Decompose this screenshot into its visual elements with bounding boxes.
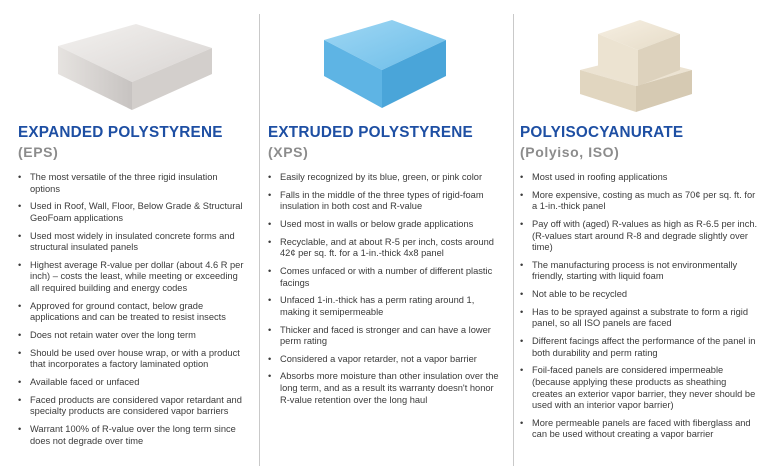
list-item: • Faced products are considered vapor retardant and specialty products are considered vapor barriers [18,395,248,418]
list-item: • The manufacturing process is not environmentally friendly, starting with liquid foam [520,260,758,283]
xps-title: EXTRUDED POLYSTYRENE [268,124,473,141]
list-item: • Foil-faced panels are considered impermeable (because applying these products as sheathing creates an exterior vapor barrier, they never should be used with an interior vapor barrier) [520,365,758,411]
column-divider-left [259,14,260,466]
list-item: • Most used in roofing applications [520,172,758,184]
list-item: • Approved for ground contact, below grade applications and can be treated to resist insects [18,301,248,324]
eps-subtitle: (EPS) [18,144,59,160]
list-item: • More permeable panels are faced with fiberglass and can be used without creating a vapor barrier [520,418,758,441]
eps-foam-board-image [40,16,216,112]
polyiso-title: POLYISOCYANURATE [520,124,684,141]
eps-title: EXPANDED POLYSTYRENE [18,124,223,141]
list-item: • Used in Roof, Wall, Floor, Below Grade & Structural GeoFoam applications [18,201,248,224]
list-item: • Unfaced 1-in.-thick has a perm rating around 1, making it semipermeable [268,295,500,318]
polyiso-subtitle: (Polyiso, ISO) [520,144,620,160]
list-item: • Considered a vapor retarder, not a vapor barrier [268,354,500,366]
list-item: • Different facings affect the performance of the panel in both durability and perm rating [520,336,758,359]
list-item: • Not able to be recycled [520,289,758,301]
xps-subtitle: (XPS) [268,144,309,160]
list-item: • Easily recognized by its blue, green, or pink color [268,172,500,184]
list-item: • Should be used over house wrap, or with a product that incorporates a factory laminated option [18,348,248,371]
xps-bullet-list [268,172,500,412]
list-item: • Used most in walls or below grade applications [268,219,500,231]
polyiso-foam-stack-image [576,12,696,116]
list-item: • More expensive, costing as much as 70¢ per sq. ft. for a 1-in.-thick panel [520,190,758,213]
list-item: • Pay off with (aged) R-values as high as R-6.5 per inch. (R-values start around R-8 and degrade slightly over time) [520,219,758,254]
polyiso-column [516,0,768,474]
list-item: • Available faced or unfaced [18,377,248,389]
eps-bullet-list [18,172,248,453]
list-item: • Used most widely in insulated concrete forms and structural insulated panels [18,231,248,254]
list-item: • Recyclable, and at about R-5 per inch, costs around 42¢ per sq. ft. for a 1-in.-thick 4x8 panel [268,237,500,260]
list-item: • Thicker and faced is stronger and can have a lower perm rating [268,325,500,348]
list-item: • Warrant 100% of R-value over the long term since does not degrade over time [18,424,248,447]
list-item: • Has to be sprayed against a substrate to form a rigid panel, so all ISO panels are faced [520,307,758,330]
list-item: • The most versatile of the three rigid insulation options [18,172,248,195]
list-item: • Absorbs more moisture than other insulation over the long term, and as a result its warranty doesn't honor R-value retention over the long haul [268,371,500,406]
xps-foam-board-image [314,14,454,114]
list-item: • Falls in the middle of the three types of rigid-foam insulation in both cost and R-value [268,190,500,213]
list-item: • Comes unfaced or with a number of different plastic facings [268,266,500,289]
polyiso-bullet-list [520,172,758,447]
list-item: • Highest average R-value per dollar (about 4.6 R per inch) – costs the least, while meeting or exceeding all required building and energy codes [18,260,248,295]
xps-column [262,0,512,474]
eps-column [0,0,256,474]
list-item: • Does not retain water over the long term [18,330,248,342]
column-divider-right [513,14,514,466]
